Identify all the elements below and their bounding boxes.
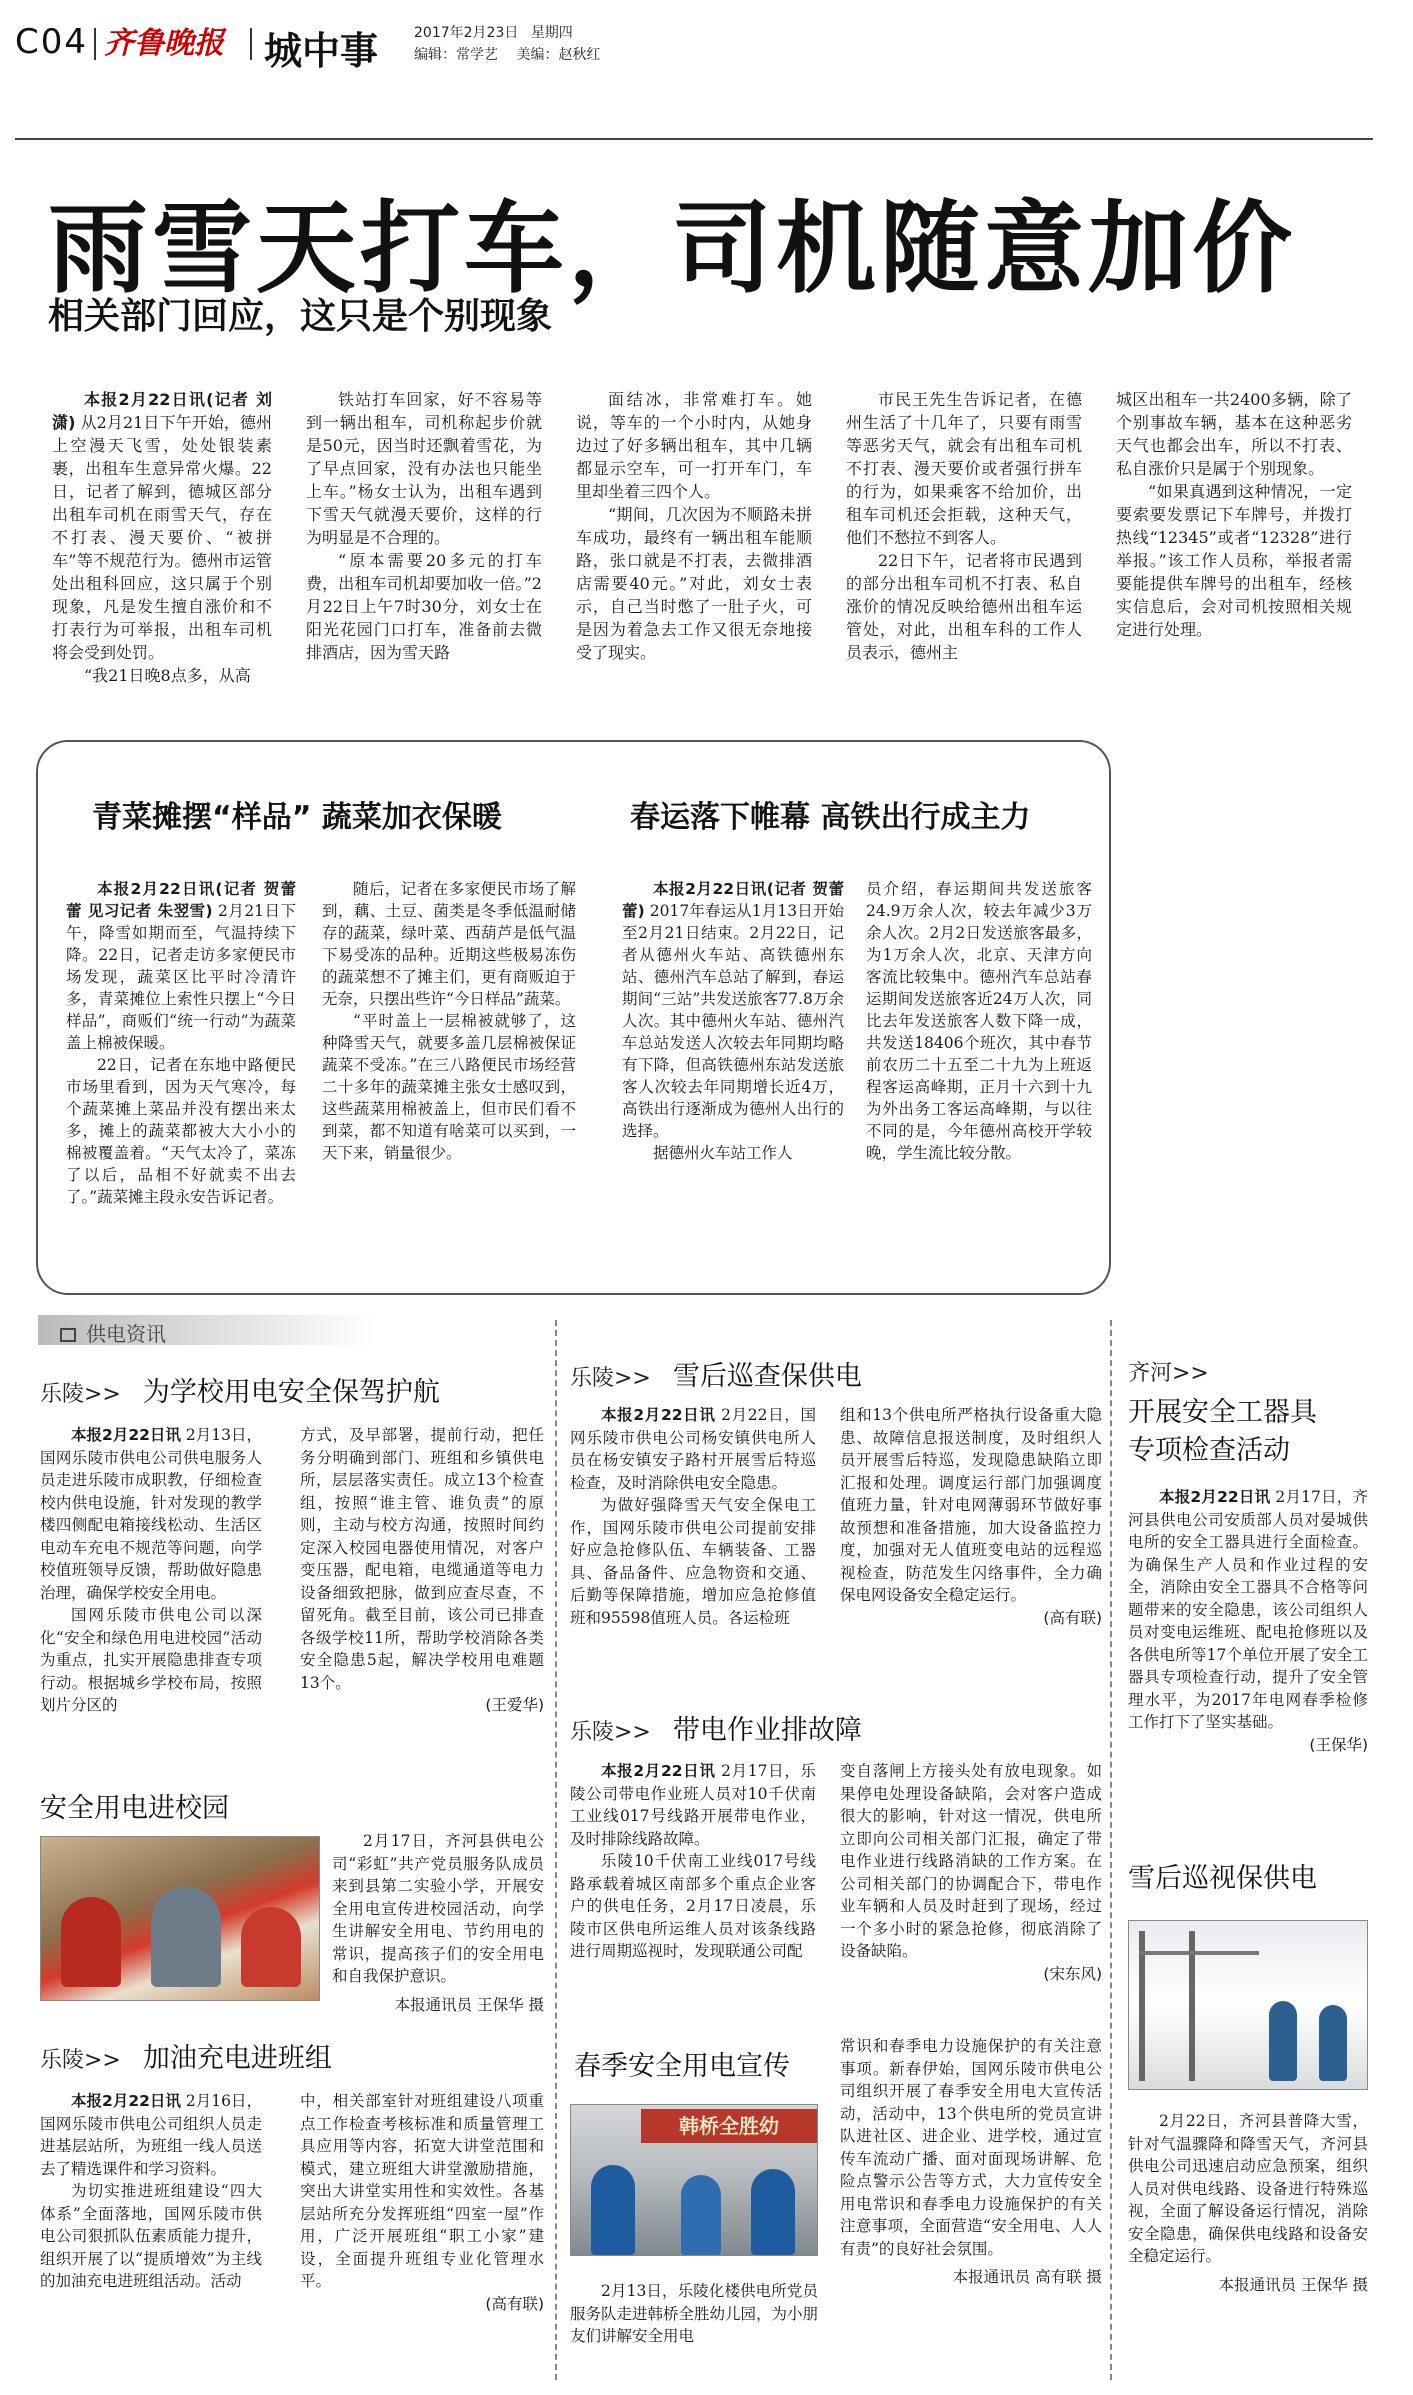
rail-column (866, 878, 1092, 1164)
paragraph-text: 据德州火车站工作人 (653, 1144, 793, 1162)
dateline: 本报2月22日讯 (71, 2092, 181, 2110)
date: 2017年2月23日 (414, 25, 519, 41)
weekday: 星期四 (530, 25, 573, 41)
lead-column (576, 388, 812, 664)
paragraph-text: “期间，几次因为不顺路未拼车成功，最终有一辆出租车能顺路，张口就是不打表，去微排酒店需要40元。”对此，刘女士表示，自己当时憋了一肚子火，可是因为着急去工作又很无奈地接受了现实。 (576, 505, 812, 662)
paragraph-text: 面结冰，非常难打车。她说，等车的一个小时内，从她身边过了好多辆出租车，其中几辆都显示空车，可一打开车门，车里却坐着三四个人。 (576, 390, 812, 501)
title-text: 带电作业排故障 (672, 1715, 862, 1746)
paragraph-text: 2月17日，齐河县供电公司安质部人员对晏城供电所的安全工器具进行全面检查。为确保生产人员和作业过程的安全，消除由安全工器具不合格等问题带来的安全隐患，该公司组织人员对变电运维班、配电抢修班以及各供电所等17个单位开展了安全工器具专项检查行动，提升了安全管理水平，为2017年电网春季检修工作打下了坚实基础。 (1128, 1488, 1369, 1731)
byline-credit: (高有联) (1043, 1608, 1102, 1627)
paragraph-text: “如果真遇到这种情况，一定要索要发票记下车牌号，并拨打热线“12345”或者“12328”进行举报。”该工作人员称，举报者需要能提供车牌号的出租车，经核实信息后，会对司机按照相关规定进行处理。 (1116, 482, 1352, 639)
title-text: 加油充电进班组 (142, 2043, 332, 2074)
paragraph (622, 878, 844, 1142)
paragraph-text: 随后，记者在多家便民市场了解到，藕、土豆、菌类是冬季低温耐储存的蔬菜，绿叶菜、西葫芦是低气温下易受冻的品种。近期这些极易冻伤的蔬菜想不了摊主们，更有商贩迫于无奈，只摆出些许“今日样品”蔬菜。 (322, 880, 576, 1008)
paragraph-text: 国网乐陵市供电公司以深化“安全和绿色用电进校园”活动为重点，扎实开展隐患排查专项行动。根据城乡学校布局，按照划片分区的 (40, 1606, 262, 1714)
paragraph-text: “原本需要20多元的打车费，出租车司机却要加收一倍。”2月22日上午7时30分，刘女士在阳光花园门口打车，准备前去微排酒店，因为雪天路 (306, 551, 542, 662)
title-text: 为学校用电安全保驾护航 (142, 1377, 440, 1408)
section-title: 城中事 (264, 29, 379, 73)
title-text: 雪后巡查保供电 (672, 1361, 862, 1392)
supply-label-text: 供电资讯 (86, 1322, 166, 1346)
rail-title: 春运落下帷幕 高铁出行成主力 (630, 800, 1031, 835)
location-tag: 乐陵>> (40, 1382, 121, 1407)
paragraph (622, 1142, 844, 1164)
paragraph (322, 1010, 576, 1164)
paragraph-text: 组和13个供电所严格执行设备重大隐患、故障信息报送制度，及时组织人员开展雪后特巡，发现隐患缺陷立即汇报和处理。调度运行部门加强调度值班力量，针对电网薄弱环节做好事故预想和准备措施，加大设备监控力度，加强对无人值班变电站的远程巡视检查，防范发生闪络事件，全力确保电网设备安全稳定运行。 (840, 1406, 1102, 1604)
veg-column (322, 878, 576, 1164)
photo-figure (241, 1907, 301, 1987)
spring-caption (570, 2280, 818, 2348)
designer: 美编：赵秋红 (516, 47, 601, 63)
paragraph-text: 22日，记者在东地中路便民市场里看到，因为天气寒冷，每个蔬菜摊上菜品并没有摆出来太多，摊上的蔬菜都被大大小小的棉被覆盖着。“天气太冷了，菜冻了以后，品相不好就卖不出去了。”蔬菜摊主段永安告诉记者。 (66, 1056, 296, 1206)
paragraph-text: 22日下午，记者将市民遇到的部分出租车司机不打表、私自涨价的情况反映给德州出租车运管处，对此，出租车科的工作人员表示，德州主 (846, 551, 1082, 662)
byline-credit: (王保华) (1309, 1735, 1368, 1754)
dateline: 本报2月22日讯(记者 刘潇) (52, 390, 272, 432)
paragraph (576, 388, 812, 503)
photo-figure (751, 2169, 795, 2255)
editor-line (414, 44, 600, 64)
paragraph-text: 为切实推进班组建设“四大体系”全面落地，国网乐陵市供电公司狠抓队伍素质能力提升，组织开展了以“提质增效”为主线的加油充电进班组活动。活动 (40, 2182, 262, 2290)
paragraph-text: “我21日晚8点多，从高 (84, 666, 251, 685)
paragraph-text: 市民王先生告诉记者，在德州生活了十几年了，只要有雨雪等恶劣天气，就会有出租车司机不打表、漫天要价或者强行拼车的行为，如果乘客不给加价，出租车司机还会拒载，这种天气，他们不愁拉不到客人。 (846, 390, 1082, 547)
document-icon (60, 1328, 76, 1342)
paragraph-text: 城区出租车一共2400多辆，除了个别事故车辆，基本在这种恶劣天气也都会出车，所以不打表、私自涨价只是属于个别现象。 (1116, 390, 1352, 478)
snow-inspect-text (1128, 2110, 1368, 2296)
issue-date (414, 22, 573, 42)
masthead-rule (15, 138, 1373, 140)
article-title-snow-inspect: 雪后巡视保供电 (1128, 1863, 1317, 1894)
photo-figure (61, 1897, 121, 1987)
lead-column (52, 388, 272, 687)
article-title-spring-safety: 春季安全用电宣传 (574, 2051, 790, 2082)
article-title-school-safety (40, 1370, 440, 1409)
paragraph (306, 549, 542, 664)
paragraph-text: 方式，及早部署，提前行动，把任务分明确到部门、班组和乡镇供电所，层层落实责任。成立13个检查组，按照“谁主管、谁负责”的原则，主动与校方沟通，按照时间约定深入校园电器使用情况，对客户变压器，配电箱，电缆通道等电力设备细致把脉，做到应查尽查，不留死角。截至目前，该公司已排查各级学校11所，帮助学校消除各类安全隐患5起，解决学校用电难题13个。 (300, 1426, 544, 1692)
veg-title: 青菜摊摆“样品” 蔬菜加衣保暖 (92, 800, 502, 835)
supply-label (60, 1318, 166, 1347)
paragraph-text: 2月17日，乐陵公司带电作业班人员对10千伏南工业线017号线路开展带电作业，及时排除线路故障。 (570, 1762, 816, 1848)
spring-credit: 本报通讯员 高有联 摄 (952, 2268, 1102, 2286)
paragraph-text: 员介绍，春运期间共发送旅客24.9万余人次，较去年减少3万余人次。2月2日发送旅客最多，为1万余人次，北京、天津方向客流比较集中。德州汽车总站春运期间发送旅客近24万人次，同比去年发送旅客人数下降一成，共发送18406个班次，其中春节前农历二十五至二十九为上班返程客运高峰期，正月十六到十九为外出务工客运高峰期，与以往不同的是，今年德州高校开学较晚，学生流比较分散。 (866, 880, 1092, 1162)
article-title-snow-patrol (570, 1354, 862, 1393)
charging-column (300, 2090, 544, 2315)
paragraph (570, 1404, 816, 1494)
paragraph (840, 1760, 1102, 1963)
tools-check-column (1128, 1486, 1368, 1756)
rail-column (622, 878, 844, 1164)
article-title-tools-l1: 开展安全工器具 (1128, 1397, 1317, 1428)
location-tag: 乐陵>> (570, 1720, 651, 1745)
paragraph (306, 388, 542, 549)
snow-patrol-column (840, 1404, 1102, 1629)
photo-figure (151, 1887, 221, 1987)
photo-figure (681, 2175, 721, 2255)
lead-subhead: 相关部门回应，这只是个别现象 (48, 296, 553, 337)
location-tag: 乐陵>> (40, 2048, 121, 2073)
dateline: 本报2月22日讯 (1159, 1488, 1271, 1506)
paragraph (570, 1850, 816, 1963)
paragraph (300, 2090, 544, 2293)
snow-patrol-column (570, 1404, 816, 1629)
campus-text (332, 1830, 544, 2016)
paragraph (1116, 480, 1352, 641)
paragraph (866, 878, 1092, 1164)
paragraph-text: 中，相关部室针对班组建设八项重点工作检查考核标准和质量管理工具应用等内容，拓宽大讲堂范围和模式，建立班组大讲堂激励措施，突出大讲堂实用性和实效性。各基层站所充分发挥班组“四室一屋”作用，广泛开展班组“职工小家”建设，全面提升班组专业化管理水平。 (300, 2092, 544, 2290)
location-tag: 乐陵>> (570, 1366, 651, 1391)
dateline: 本报2月22日讯(记者 贺蕾蕾 见习记者 朱翌雪) (66, 880, 296, 920)
campus-credit: 本报通讯员 王保华 摄 (394, 1995, 544, 2014)
paragraph (40, 1604, 262, 1717)
school-safety-column (300, 1424, 544, 1717)
location-tag-qihe: 齐河>> (1128, 1361, 1209, 1386)
paragraph (300, 1424, 544, 1694)
dateline: 本报2月22日讯 (601, 1762, 716, 1780)
paragraph-text: 变自落闸上方接头处有放电现象。如果停电处理设备缺陷，会对客户造成很大的影响，针对这一情况，供电所立即向公司相关部门汇报，确定了带电作业进行线路消缺的工作方案。在公司相关部门的协调配合下，带电作业车辆和人员及时赶到了现场，经过一个多小时的紧急抢修，彻底消除了设备缺陷。 (840, 1762, 1102, 1960)
paragraph (846, 388, 1082, 549)
spring-caption-text: 2月13日，乐陵化楼供电所党员服务队走进韩桥全胜幼儿园，为小朋友们讲解安全用电 (570, 2282, 819, 2345)
paragraph (52, 388, 272, 664)
paragraph-text: 从2月21日下午开始，德州上空漫天飞雪，处处银装素裹，出租车生意异常火爆。22日，记者了解到，德城区部分出租车司机在雨雪天气，存在不打表、漫天要价、“被拼车”等不规范行为。德州市运管处出租科回应，这只属于个别现象，凡是发生擅自涨价和不打表行为可举报，出租车司机将会受到处罚。 (52, 413, 272, 662)
section-rule-2 (1110, 1320, 1112, 2380)
spring-text (840, 2035, 1102, 2289)
paragraph (66, 1054, 296, 1208)
school-safety-column (40, 1424, 262, 1717)
byline-credit: (高有联) (485, 2294, 544, 2313)
charging-column (40, 2090, 262, 2293)
paragraph (66, 878, 296, 1054)
campus-paragraph: 2月17日，齐河县供电公司“彩虹”共产党员服务队成员来到县第二实验小学，开展安全用电宣传进校园活动，向学生讲解安全用电、节约用电的常识，提高孩子们的安全用电和自我保护意识。 (332, 1832, 544, 1985)
paragraph-text: 2月22日，国网乐陵市供电公司杨安镇供电所人员在杨安镇安子路村开展雪后特巡检查，及时消除供电安全隐患。 (570, 1406, 816, 1492)
editor: 编辑：常学艺 (414, 47, 498, 63)
paragraph (40, 1424, 262, 1604)
substation-photo (1128, 1920, 1368, 2090)
article-title-campus: 安全用电进校园 (40, 1793, 229, 1824)
photo-figure (1269, 2001, 1297, 2081)
dateline: 本报2月22日讯(记者 贺蕾蕾) (622, 880, 844, 920)
lead-column (846, 388, 1082, 664)
paragraph-text: 2月13日，国网乐陵市供电公司供电服务人员走进乐陵市成职教，仔细检查校内供电设施，针对发现的教学楼四侧配电箱接线松动、生活区电动车充电不规范等问题，向学校值班领导反馈，帮助做好隐患治理，确保学校安全用电。 (40, 1426, 263, 1602)
masthead-divider-2 (250, 28, 252, 60)
byline-credit: (王爱华) (485, 1696, 544, 1714)
snow-inspect-credit: 本报通讯员 王保华 摄 (1218, 2275, 1368, 2294)
spring-photo (570, 2104, 818, 2256)
paragraph-text: “平时盖上一层棉被就够了，这种降雪天气，就要多盖几层棉被保证蔬菜不受冻。”在三八路便民市场经营二十多年的蔬菜摊主张女士感叹到，这些蔬菜用棉被盖上，但市民们看不到菜，都不知道有啥菜可以买到，一天下来，销量很少。 (322, 1012, 576, 1162)
photo-figure (1319, 2005, 1347, 2081)
lead-column (306, 388, 542, 664)
live-work-column (570, 1760, 816, 1963)
paragraph (52, 664, 272, 687)
paragraph (1116, 388, 1352, 480)
snow-inspect-paragraph: 2月22日，齐河县普降大雪，针对气温骤降和降雪天气，齐河县供电公司迅速启动应急预案，组织人员对供电线路、设备进行特殊巡视，全面了解设备运行情况，消除安全隐患，确保供电线路和设备安全稳定运行。 (1128, 2112, 1368, 2265)
paragraph (840, 1404, 1102, 1607)
paragraph-text: 2017年春运从1月13日开始至2月21日结束。2月22日，记者从德州火车站、高铁德州东站、德州汽车总站了解到，春运期间“三站”共发送旅客77.8万余人次。其中德州火车站、德州汽车总站发送人次较去年同期均略有下降，但高铁德州东站发送旅客人次较去年同期增长近4万，高铁出行逐渐成为德州人出行的选择。 (622, 902, 844, 1140)
paragraph-text: 铁站打车回家，好不容易等到一辆出租车，司机称起步价就是50元，因当时还飘着雪花，为了早点回家，没有办法也只能坐上车。”杨女士认为，出租车遇到下雪天气就漫天要价，这样的行为明显是不合理的。 (306, 390, 542, 547)
paragraph-text: 为做好强降雪天气安全保电工作，国网乐陵市供电公司提前安排好应急抢修队伍、车辆装备、工器具、备品备件、应急物资和交通、后勤等保障措施，增加应急抢修值班和95598值班人员。各运检班 (570, 1496, 816, 1627)
photo-structure (1139, 1951, 1259, 1955)
paragraph-text: 乐陵10千伏南工业线017号线路承载着城区南部多个重点企业客户的供电任务，2月17日凌晨，乐陵市区供电所运维人员对该条线路进行周期巡视时，发现联通公司配 (570, 1852, 816, 1960)
page-number: C04 (15, 22, 89, 62)
paragraph (570, 1494, 816, 1629)
paragraph-text: 2月16日，国网乐陵市供电公司组织人员走进基层站所，为班组一线人员送去了精选课件和学习资料。 (40, 2092, 263, 2178)
lead-headline: 雨雪天打车，司机随意加价 (48, 190, 1296, 307)
paragraph (846, 549, 1082, 664)
paragraph (570, 1760, 816, 1850)
article-title-charging (40, 2036, 332, 2075)
spring-paragraph: 常识和春季电力设施保护的有关注意事项。新春伊始，国网乐陵市供电公司组织开展了春季安全用电大宣传活动，活动中，13个供电所的党员宣讲队进社区、进企业、进学校，通过宣传车流动广播、面对面现场讲解、危险点警示公告等方式，大力宣传安全用电常识和春季电力设施保护的有关注意事项，全面营造“安全用电、人人有责”的良好社会氛围。 (840, 2037, 1102, 2258)
paragraph (40, 2180, 262, 2293)
paragraph-text: 2月21日下午，降雪如期而至，气温持续下降。22日，记者走访多家便民市场发现，蔬菜区比平时冷清许多，青菜摊位上索性只摆上“今日样品”，商贩们“统一行动”为蔬菜盖上棉被保暖。 (66, 902, 296, 1052)
photo-figure (591, 2165, 635, 2255)
paper-logo: 齐鲁晚报 (104, 26, 224, 61)
paragraph (576, 503, 812, 664)
veg-column (66, 878, 296, 1208)
paragraph (1128, 1486, 1368, 1734)
article-title-tools-l2: 专项检查活动 (1128, 1435, 1290, 1466)
campus-photo (40, 1836, 320, 2001)
dateline: 本报2月22日讯 (71, 1426, 181, 1444)
lead-column (1116, 388, 1352, 641)
live-work-column (840, 1760, 1102, 1985)
photo-banner: 韩桥全胜幼 (641, 2109, 817, 2143)
paragraph (40, 2090, 262, 2180)
article-title-live-work (570, 1708, 862, 1747)
dateline: 本报2月22日讯 (601, 1406, 716, 1424)
paragraph (322, 878, 576, 1010)
section-rule-1 (555, 1320, 557, 2380)
byline-credit: (宋东风) (1043, 1964, 1102, 1983)
masthead-divider (94, 28, 96, 60)
